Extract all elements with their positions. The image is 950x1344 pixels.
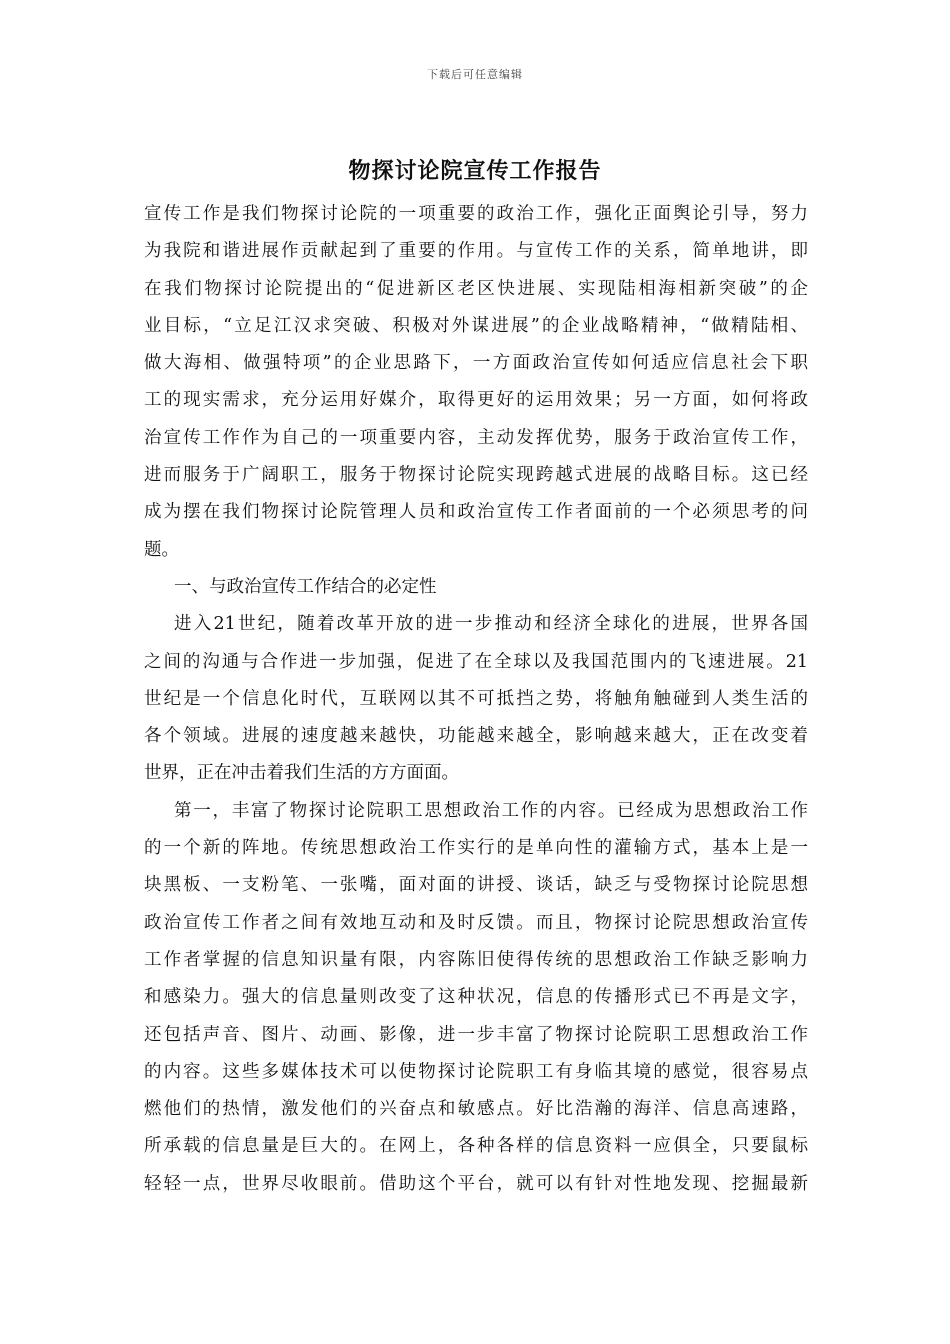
body-line: 还包括声音、图片、动画、影像，进一步丰富了物探讨论院职工思想政治工作 [144,1024,808,1045]
body-line: 第一，丰富了物探讨论院职工思想政治工作的内容。已经成为思想政治工作 [174,800,808,821]
body-line: 各个领域。进展的速度越来越快，功能越来越全，影响越来越大，正在改变着 [144,726,808,747]
body-line: 的一个新的阵地。传统思想政治工作实行的是单向性的灌输方式，基本上是一 [144,838,808,859]
body-line: 一、与政治宣传工作结合的必定性 [174,576,437,597]
body-line: 燃他们的热情，激发他们的兴奋点和敏感点。好比浩瀚的海洋、信息高速路， [144,1099,808,1120]
body-line: 成为摆在我们物探讨论院管理人员和政治宣传工作者面前的一个必须思考的问 [144,502,808,523]
document-title: 物探讨论院宣传工作报告 [348,158,602,184]
body-line: 政治宣传工作者之间有效地互动和及时反馈。而且，物探讨论院思想政治宣传 [144,912,808,933]
body-line: 治宣传工作作为自己的一项重要内容，主动发挥优势，服务于政治宣传工作， [144,427,808,448]
body-line: 宣传工作是我们物探讨论院的一项重要的政治工作，强化正面舆论引导，努力 [144,204,808,224]
body-line: 做大海相、做强特项”的企业思路下，一方面政治宣传如何适应信息社会下职 [144,353,808,374]
body-line: 世纪是一个信息化时代，互联网以其不可抵挡之势，将触角触碰到人类生活的 [144,688,808,709]
body-line: 所承载的信息量是巨大的。在网上，各种各样的信息资料一应俱全，只要鼠标 [144,1136,808,1157]
body-line: 进入21世纪，随着改革开放的进一步推动和经济全球化的进展，世界各国 [174,614,808,635]
body-line: 题。 [144,539,179,560]
body-line: 工作者掌握的信息知识量有限，内容陈旧使得传统的思想政治工作缺乏影响力 [144,949,808,970]
body-line: 工的现实需求，充分运用好媒介，取得更好的运用效果；另一方面，如何将政 [144,390,808,411]
document-body [144,196,808,1203]
body-line: 之间的沟通与合作进一步加强，促进了在全球以及我国范围内的飞速进展。21 [144,651,808,672]
body-line: 的内容。这些多媒体技术可以使物探讨论院职工有身临其境的感觉，很容易点 [144,1061,808,1082]
header-note: 下载后可任意编辑 [427,68,523,81]
body-line: 块黑板、一支粉笔、一张嘴，面对面的讲授、谈话，缺乏与受物探讨论院思想 [144,875,808,896]
body-line: 世界，正在冲击着我们生活的方方面面。 [144,763,459,784]
body-line: 业目标，“立足江汉求突破、积极对外谋进展”的企业战略精神，“做精陆相、 [144,315,808,336]
body-line: 进而服务于广阔职工，服务于物探讨论院实现跨越式进展的战略目标。这已经 [144,465,808,486]
body-line: 和感染力。强大的信息量则改变了这种状况，信息的传播形式已不再是文字， [144,987,808,1008]
body-line: 在我们物探讨论院提出的“促进新区老区快进展、实现陆相海相新突破”的企 [144,278,808,299]
body-line: 轻轻一点，世界尽收眼前。借助这个平台，就可以有针对性地发现、挖掘最新 [144,1173,808,1194]
body-line: 为我院和谐进展作贡献起到了重要的作用。与宣传工作的关系，简单地讲，即 [144,241,808,262]
